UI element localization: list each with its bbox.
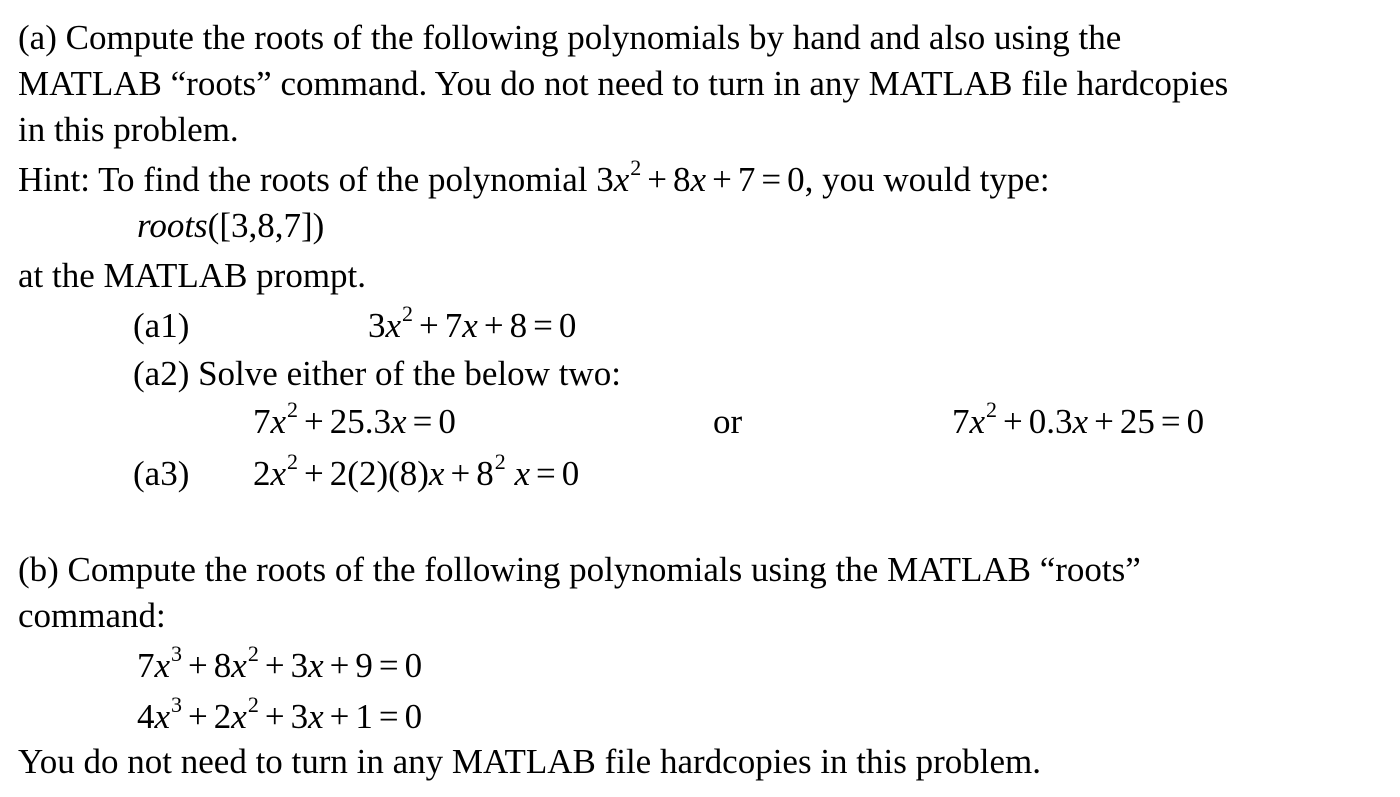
a2-equation-right: $7x^2 + 0.3x + 25 = 0$: [952, 397, 1205, 441]
part-a-line-3: in this problem.: [18, 110, 239, 149]
a2-or: or: [713, 402, 743, 441]
a2-label: (a2) Solve either of the below two:: [133, 354, 621, 393]
part-b-line-1: (b) Compute the roots of the following polynomials using the MATLAB “roots”: [18, 550, 1141, 589]
hint-equation: $3x^2 + 8x + 7 = 0$: [596, 155, 805, 199]
hint-prefix: Hint: To find the roots of the polynomial: [18, 160, 597, 199]
part-b-line-2: command:: [18, 596, 166, 635]
matlab-command: [137, 206, 324, 246]
b-equation-2: $4x^3 + 2x^2 + 3x + 1 = 0$: [137, 692, 423, 736]
a3-label: (a3): [133, 454, 190, 493]
a1-label: (a1): [133, 306, 190, 345]
hint-suffix: , you would type:: [804, 160, 1050, 199]
part-b-footer: You do not need to turn in any MATLAB file hardcopies in this problem.: [18, 742, 1041, 781]
a2-equation-left: $7x^2 + 25.3x = 0$: [253, 397, 456, 441]
b-equation-1: $7x^3 + 8x^2 + 3x + 9 = 0$: [137, 641, 423, 685]
a1-equation: $3x^2 + 7x + 8 = 0$: [368, 301, 577, 345]
command-args: ([3,8,7]): [207, 206, 325, 245]
part-a-line-1: (a) Compute the roots of the following polynomials by hand and also using the: [18, 18, 1122, 57]
hint-line: [18, 155, 1050, 204]
command-function: roots: [137, 206, 208, 245]
part-a-line-2: MATLAB “roots” command. You do not need to turn in any MATLAB file hardcopies: [18, 64, 1229, 103]
a3-equation: $2x^2 + 2(2)(8)x + 8^2$ x = 0: [253, 449, 580, 493]
prompt-line: at the MATLAB prompt.: [18, 256, 367, 295]
